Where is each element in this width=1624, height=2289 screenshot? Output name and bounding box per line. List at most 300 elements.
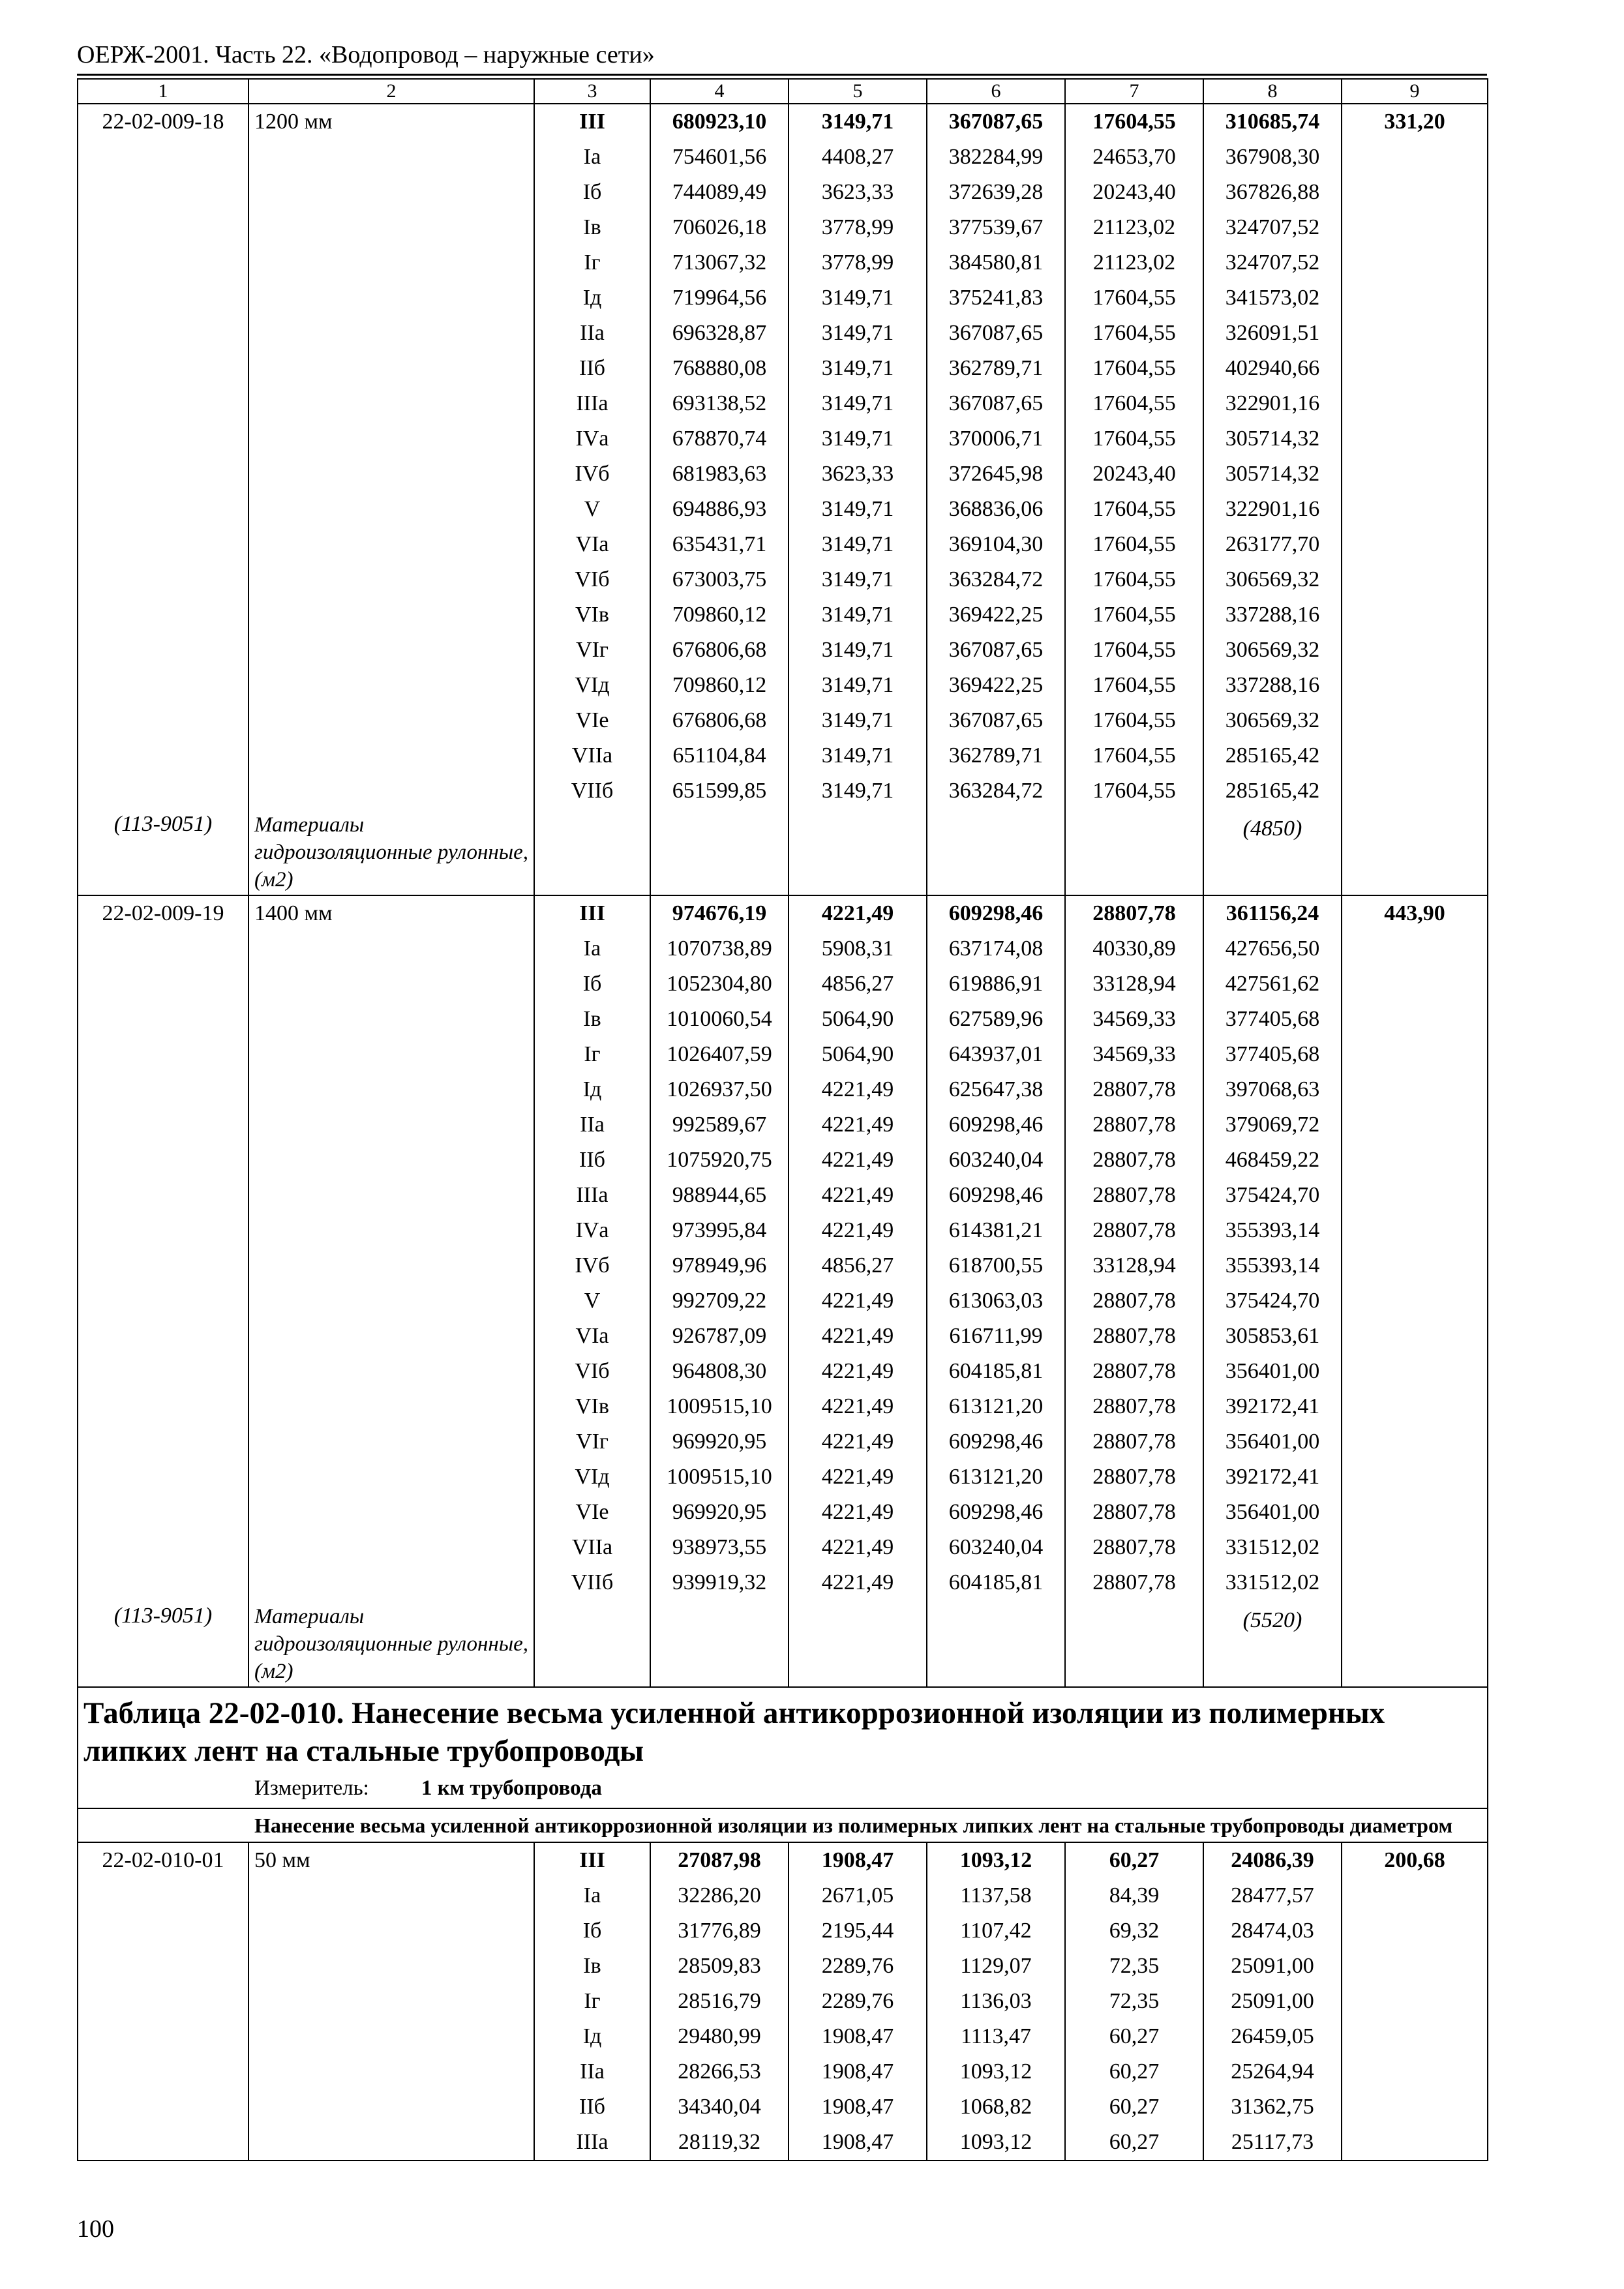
cost-value: 1026937,50 <box>667 1077 772 1101</box>
cost-value: 368836,06 <box>948 497 1044 521</box>
cost-value: 2289,76 <box>821 1989 894 2013</box>
cost-value: 992589,67 <box>672 1113 767 1137</box>
cost-value: 17604,55 <box>1092 426 1176 451</box>
cost-value: 17604,55 <box>1092 497 1176 521</box>
zone-label: IIIа <box>576 391 609 415</box>
cost-value: 377539,67 <box>948 215 1044 239</box>
cost-value: 4221,49 <box>821 1289 894 1313</box>
zone-column <box>534 895 650 1687</box>
cost-value: 31776,89 <box>678 1919 761 1943</box>
code-cell <box>78 895 248 1687</box>
cost-value: 3149,71 <box>821 356 894 380</box>
cost-value: 31362,75 <box>1231 2095 1314 2119</box>
cost-value: 613063,03 <box>948 1289 1044 1313</box>
cost-value: 609298,46 <box>948 1113 1044 1137</box>
cost-value: 34569,33 <box>1092 1007 1176 1031</box>
cost-value: 263177,70 <box>1225 532 1320 556</box>
pipe-diameter: 50 мм <box>254 1848 310 1872</box>
cost-value: 768880,08 <box>672 356 767 380</box>
zone-label: VIг <box>576 638 609 662</box>
cost-value: 372645,98 <box>948 462 1044 486</box>
zone-label: Iг <box>584 1042 601 1066</box>
cost-value: 1070738,89 <box>667 936 772 961</box>
cost-value: 1908,47 <box>821 1848 894 1872</box>
cost-value: 744089,49 <box>672 180 767 204</box>
cost-value: 28807,78 <box>1092 1218 1176 1242</box>
cost-value: 676806,68 <box>672 708 767 732</box>
rate-block <box>78 1842 1488 2161</box>
column-number: 7 <box>1065 79 1203 104</box>
machines-column <box>927 1842 1065 2161</box>
cost-value: 4221,49 <box>821 1500 894 1524</box>
cost-value: 3149,71 <box>821 603 894 627</box>
material-name: Материалы гидроизоляционные рулонные, (м2) <box>254 813 529 891</box>
cost-value: 60,27 <box>1109 2095 1160 2119</box>
cost-value: 676806,68 <box>672 638 767 662</box>
zone-label: IIа <box>580 321 605 345</box>
header-rule <box>77 74 1487 76</box>
zone-label: Iг <box>584 250 601 275</box>
cost-value: 2671,05 <box>821 1883 894 1908</box>
meter-value: 1 км трубопровода <box>421 1776 602 1800</box>
cost-value: 604185,81 <box>948 1359 1044 1383</box>
column-number: 4 <box>650 79 789 104</box>
cost-value: 17604,55 <box>1092 110 1176 134</box>
column-number: 6 <box>927 79 1065 104</box>
zone-label: IIб <box>579 1148 605 1172</box>
cost-value: 643937,01 <box>948 1042 1044 1066</box>
cost-value: 4221,49 <box>821 901 894 925</box>
cost-value: 604185,81 <box>948 1570 1044 1594</box>
cost-value: 3149,71 <box>821 532 894 556</box>
cost-value: 427561,62 <box>1225 972 1320 996</box>
cost-value: 20243,40 <box>1092 462 1176 486</box>
zone-label: VIб <box>575 1359 610 1383</box>
zone-label: VIIб <box>571 779 614 803</box>
cost-value: 3778,99 <box>821 250 894 275</box>
materials-column <box>1203 895 1342 1687</box>
cost-value: 40330,89 <box>1092 936 1176 961</box>
cost-value: 681983,63 <box>672 462 767 486</box>
cost-value: 331512,02 <box>1225 1535 1320 1559</box>
table-title-cell <box>78 1687 1488 1808</box>
cost-value: 3778,99 <box>821 215 894 239</box>
empty-material-slot <box>656 1600 783 1686</box>
cost-value: 1075920,75 <box>667 1148 772 1172</box>
zone-label: V <box>584 1289 601 1313</box>
machinist-wages-column <box>1065 1842 1203 2161</box>
cost-value: 331512,02 <box>1225 1570 1320 1594</box>
total-cost-column <box>650 1842 789 2161</box>
cost-value: 1009515,10 <box>667 1465 772 1489</box>
cost-value: 28477,57 <box>1231 1883 1314 1908</box>
cost-value: 3149,71 <box>821 638 894 662</box>
zone-label: Iв <box>583 1954 601 1978</box>
cost-value: 285165,42 <box>1225 779 1320 803</box>
empty-material-slot <box>1071 809 1197 895</box>
cost-value: 355393,14 <box>1225 1218 1320 1242</box>
zone-label: IVа <box>575 1218 609 1242</box>
cost-value: 28807,78 <box>1092 1077 1176 1101</box>
cost-value: 25091,00 <box>1231 1989 1314 2013</box>
cost-value: 964808,30 <box>672 1359 767 1383</box>
cost-value: 613121,20 <box>948 1394 1044 1418</box>
cost-value: 25264,94 <box>1231 2059 1314 2084</box>
zone-label: VIIа <box>571 743 613 768</box>
material-quantity: (4850) <box>1242 816 1302 841</box>
cost-value: 3149,71 <box>821 673 894 697</box>
cost-value: 5064,90 <box>821 1007 894 1031</box>
cost-value: 693138,52 <box>672 391 767 415</box>
materials-column <box>1203 1842 1342 2161</box>
cost-value: 974676,19 <box>672 901 767 925</box>
material-quantity: (5520) <box>1242 1608 1302 1632</box>
zone-column <box>534 1842 650 2161</box>
cost-value: 969920,95 <box>672 1429 767 1454</box>
total-cost-column <box>650 895 789 1687</box>
column-number-row <box>78 79 1488 104</box>
cost-value: 427656,50 <box>1225 936 1320 961</box>
cost-value: 1093,12 <box>959 2130 1032 2154</box>
zone-label: Iб <box>582 972 602 996</box>
cost-value: 285165,42 <box>1225 743 1320 768</box>
cost-value: 382284,99 <box>948 145 1044 169</box>
zone-label: VIе <box>575 1500 609 1524</box>
cost-value: 369104,30 <box>948 532 1044 556</box>
cost-value: 17604,55 <box>1092 743 1176 768</box>
cost-value: 754601,56 <box>672 145 767 169</box>
zone-label: Iб <box>582 180 602 204</box>
cost-value: 28807,78 <box>1092 1148 1176 1172</box>
cost-value: 392172,41 <box>1225 1394 1320 1418</box>
zone-label: VIб <box>575 567 610 591</box>
description-cell <box>248 104 534 895</box>
zone-label: VIIа <box>571 1535 613 1559</box>
description-cell <box>248 1842 534 2161</box>
cost-value: 1113,47 <box>961 2024 1031 2048</box>
zone-label: Iа <box>583 1883 601 1908</box>
cost-value: 1009515,10 <box>667 1394 772 1418</box>
cost-value: 627589,96 <box>948 1007 1044 1031</box>
zone-label: Iв <box>583 215 601 239</box>
zone-label: Iд <box>582 1077 602 1101</box>
cost-value: 706026,18 <box>672 215 767 239</box>
total-cost-column <box>650 104 789 895</box>
cost-value: 609298,46 <box>948 1500 1044 1524</box>
machinist-wages-column <box>1065 104 1203 895</box>
cost-value: 3623,33 <box>821 180 894 204</box>
pipe-diameter: 1400 мм <box>254 901 333 925</box>
cost-value: 694886,93 <box>672 497 767 521</box>
cost-value: 1908,47 <box>821 2095 894 2119</box>
meter-line <box>78 1773 1487 1808</box>
labor-column <box>1342 104 1488 895</box>
cost-value: 1026407,59 <box>667 1042 772 1066</box>
cost-value: 4221,49 <box>821 1183 894 1207</box>
pipe-diameter: 1200 мм <box>254 110 333 134</box>
cost-value: 651599,85 <box>672 779 767 803</box>
cost-value: 21123,02 <box>1092 215 1176 239</box>
zone-label: IIб <box>579 356 605 380</box>
materials-column <box>1203 104 1342 895</box>
cost-value: 678870,74 <box>672 426 767 451</box>
cost-value: 341573,02 <box>1225 286 1320 310</box>
material-code: (113-9051) <box>113 1604 213 1628</box>
wages-column <box>789 1842 927 2161</box>
column-number: 8 <box>1203 79 1342 104</box>
zone-label: VIд <box>575 673 610 697</box>
cost-value: 609298,46 <box>948 901 1044 925</box>
cost-value: 4221,49 <box>821 1359 894 1383</box>
cost-value: 377405,68 <box>1225 1007 1320 1031</box>
cost-value: 17604,55 <box>1092 779 1176 803</box>
cost-value: 326091,51 <box>1225 321 1320 345</box>
cost-value: 2195,44 <box>821 1919 894 1943</box>
zone-label: Iа <box>583 936 601 961</box>
cost-value: 2289,76 <box>821 1954 894 1978</box>
cost-value: 28474,03 <box>1231 1919 1314 1943</box>
cost-value: 310685,74 <box>1225 110 1320 134</box>
zone-label: Iа <box>583 145 601 169</box>
cost-value: 17604,55 <box>1092 708 1176 732</box>
cost-value: 1093,12 <box>959 2059 1032 2084</box>
cost-value: 609298,46 <box>948 1429 1044 1454</box>
cost-value: 26459,05 <box>1231 2024 1314 2048</box>
labor-value: 331,20 <box>1384 110 1445 134</box>
cost-value: 28516,79 <box>678 1989 761 2013</box>
cost-value: 306569,32 <box>1225 567 1320 591</box>
cost-value: 337288,16 <box>1225 673 1320 697</box>
material-name: Материалы гидроизоляционные рулонные, (м2) <box>254 1605 529 1683</box>
cost-value: 25091,00 <box>1231 1954 1314 1978</box>
cost-value: 3149,71 <box>821 708 894 732</box>
cost-value: 719964,56 <box>672 286 767 310</box>
machinist-wages-column <box>1065 895 1203 1687</box>
cost-value: 651104,84 <box>672 743 766 768</box>
labor-value: 200,68 <box>1384 1848 1445 1872</box>
cost-value: 355393,14 <box>1225 1253 1320 1278</box>
cost-value: 619886,91 <box>948 972 1044 996</box>
zone-label: VIв <box>575 603 609 627</box>
cost-value: 938973,55 <box>672 1535 767 1559</box>
cost-value: 635431,71 <box>672 532 767 556</box>
zone-label: Iд <box>582 2024 602 2048</box>
cost-value: 32286,20 <box>678 1883 761 1908</box>
cost-value: 397068,63 <box>1225 1077 1320 1101</box>
zone-label: VIв <box>575 1394 609 1418</box>
zone-label: IVб <box>575 1253 610 1278</box>
cost-value: 324707,52 <box>1225 215 1320 239</box>
cost-value: 362789,71 <box>948 356 1044 380</box>
cost-value: 363284,72 <box>948 567 1044 591</box>
labor-column <box>1342 895 1488 1687</box>
cost-value: 609298,46 <box>948 1183 1044 1207</box>
cost-value: 3149,71 <box>821 426 894 451</box>
cost-value: 4221,49 <box>821 1077 894 1101</box>
zone-label: IIIа <box>576 2130 609 2154</box>
cost-value: 392172,41 <box>1225 1465 1320 1489</box>
meter-label: Измеритель: <box>254 1776 369 1800</box>
rate-block <box>78 104 1488 895</box>
cost-value: 1052304,80 <box>667 972 772 996</box>
cost-value: 60,27 <box>1109 2024 1160 2048</box>
rates-table <box>77 78 1488 2161</box>
cost-value: 322901,16 <box>1225 391 1320 415</box>
cost-value: 5908,31 <box>821 936 894 961</box>
cost-value: 377405,68 <box>1225 1042 1320 1066</box>
cost-value: 939919,32 <box>672 1570 767 1594</box>
cost-value: 27087,98 <box>678 1848 761 1872</box>
cost-value: 20243,40 <box>1092 180 1176 204</box>
cost-value: 369422,25 <box>948 673 1044 697</box>
subheading-cell <box>78 1808 1488 1842</box>
cost-value: 33128,94 <box>1092 972 1176 996</box>
cost-value: 1093,12 <box>959 1848 1032 1872</box>
cost-value: 21123,02 <box>1092 250 1176 275</box>
rate-code: 22-02-009-19 <box>102 901 224 925</box>
cost-value: 369422,25 <box>948 603 1044 627</box>
cost-value: 28807,78 <box>1092 901 1176 925</box>
cost-value: 709860,12 <box>672 673 767 697</box>
cost-value: 28807,78 <box>1092 1359 1176 1383</box>
cost-value: 713067,32 <box>672 250 767 275</box>
zone-label: VIд <box>575 1465 610 1489</box>
cost-value: 28807,78 <box>1092 1113 1176 1137</box>
zone-label: IIIа <box>576 1183 609 1207</box>
cost-value: 625647,38 <box>948 1077 1044 1101</box>
zone-label: III <box>579 1848 605 1872</box>
cost-value: 3149,71 <box>821 497 894 521</box>
cost-value: 4221,49 <box>821 1429 894 1454</box>
wages-column <box>789 895 927 1687</box>
zone-label: IVб <box>575 462 610 486</box>
cost-value: 4408,27 <box>821 145 894 169</box>
cost-value: 1908,47 <box>821 2059 894 2084</box>
labor-column <box>1342 1842 1488 2161</box>
cost-value: 1129,07 <box>960 1954 1032 1978</box>
cost-value: 4221,49 <box>821 1570 894 1594</box>
cost-value: 3149,71 <box>821 779 894 803</box>
cost-value: 4221,49 <box>821 1465 894 1489</box>
cost-value: 1908,47 <box>821 2024 894 2048</box>
zone-label: VIе <box>575 708 609 732</box>
cost-value: 363284,72 <box>948 779 1044 803</box>
cost-value: 17604,55 <box>1092 286 1176 310</box>
cost-value: 978949,96 <box>672 1253 767 1278</box>
cost-value: 34340,04 <box>678 2095 761 2119</box>
cost-value: 367087,65 <box>948 638 1044 662</box>
cost-value: 4221,49 <box>821 1394 894 1418</box>
subheading: Нанесение весьма усиленной антикоррозионной изоляции из полимерных липких лент на стальные трубопроводы диаметром <box>254 1814 1453 1837</box>
subheading-row <box>78 1808 1488 1842</box>
cost-value: 1136,03 <box>960 1989 1032 2013</box>
cost-value: 4221,49 <box>821 1148 894 1172</box>
cost-value: 60,27 <box>1109 2059 1160 2084</box>
cost-value: 337288,16 <box>1225 603 1320 627</box>
cost-value: 28509,83 <box>678 1954 761 1978</box>
cost-value: 1010060,54 <box>667 1007 772 1031</box>
zone-label: Iг <box>584 1989 601 2013</box>
cost-value: 603240,04 <box>948 1148 1044 1172</box>
zone-column <box>534 104 650 895</box>
description-cell <box>248 895 534 1687</box>
empty-material-slot <box>540 809 644 895</box>
cost-value: 3149,71 <box>821 321 894 345</box>
cost-value: 1107,42 <box>960 1919 1032 1943</box>
cost-value: 17604,55 <box>1092 532 1176 556</box>
zone-label: IIа <box>580 2059 605 2084</box>
rate-code: 22-02-010-01 <box>102 1848 224 1872</box>
cost-value: 17604,55 <box>1092 356 1176 380</box>
cost-value: 1137,58 <box>960 1883 1032 1908</box>
empty-material-slot <box>1071 1600 1197 1686</box>
zone-label: VIа <box>575 532 609 556</box>
cost-value: 17604,55 <box>1092 391 1176 415</box>
column-number: 3 <box>534 79 650 104</box>
cost-value: 28807,78 <box>1092 1429 1176 1454</box>
cost-value: 384580,81 <box>948 250 1044 275</box>
zone-label: VIг <box>576 1429 609 1454</box>
empty-material-slot <box>656 809 783 895</box>
zone-label: VIа <box>575 1324 609 1348</box>
cost-value: 24653,70 <box>1092 145 1176 169</box>
cost-value: 372639,28 <box>948 180 1044 204</box>
cost-value: 28266,53 <box>678 2059 761 2084</box>
cost-value: 3149,71 <box>821 567 894 591</box>
cost-value: 3149,71 <box>821 110 894 134</box>
column-number: 9 <box>1342 79 1488 104</box>
labor-value: 443,90 <box>1384 901 1445 925</box>
zone-label: Iд <box>582 286 602 310</box>
cost-value: 34569,33 <box>1092 1042 1176 1066</box>
cost-value: 17604,55 <box>1092 567 1176 591</box>
wages-column <box>789 104 927 895</box>
rate-code: 22-02-009-18 <box>102 110 224 134</box>
empty-material-slot <box>933 809 1059 895</box>
cost-value: 379069,72 <box>1225 1113 1320 1137</box>
cost-value: 367826,88 <box>1225 180 1320 204</box>
cost-value: 306569,32 <box>1225 708 1320 732</box>
cost-value: 367087,65 <box>948 391 1044 415</box>
cost-value: 3149,71 <box>821 391 894 415</box>
cost-value: 4856,27 <box>821 1253 894 1278</box>
cost-value: 28807,78 <box>1092 1500 1176 1524</box>
cost-value: 28807,78 <box>1092 1289 1176 1313</box>
zone-label: III <box>579 110 605 134</box>
cost-value: 28807,78 <box>1092 1535 1176 1559</box>
table-title-row <box>78 1687 1488 1808</box>
cost-value: 17604,55 <box>1092 638 1176 662</box>
zone-label: IIа <box>580 1113 605 1137</box>
cost-value: 367087,65 <box>948 110 1044 134</box>
cost-value: 367908,30 <box>1225 145 1320 169</box>
cost-value: 1908,47 <box>821 2130 894 2154</box>
cost-value: 29480,99 <box>678 2024 761 2048</box>
cost-value: 356401,00 <box>1225 1500 1320 1524</box>
cost-value: 72,35 <box>1109 1954 1160 1978</box>
code-cell <box>78 104 248 895</box>
cost-value: 969920,95 <box>672 1500 767 1524</box>
cost-value: 362789,71 <box>948 743 1044 768</box>
cost-value: 25117,73 <box>1231 2130 1314 2154</box>
cost-value: 356401,00 <box>1225 1359 1320 1383</box>
cost-value: 84,39 <box>1109 1883 1160 1908</box>
cost-value: 322901,16 <box>1225 497 1320 521</box>
cost-value: 17604,55 <box>1092 673 1176 697</box>
cost-value: 361156,24 <box>1226 901 1319 925</box>
cost-value: 402940,66 <box>1225 356 1320 380</box>
cost-value: 614381,21 <box>948 1218 1044 1242</box>
